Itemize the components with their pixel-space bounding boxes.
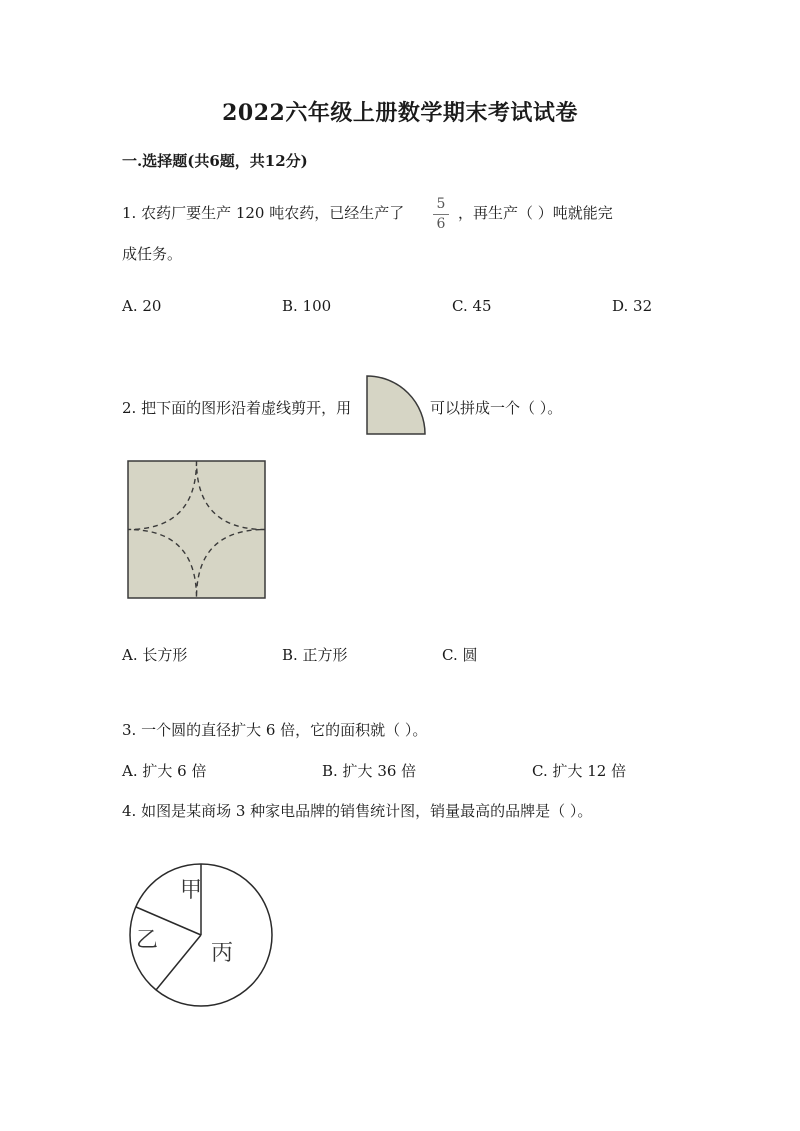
question-3-option-c: C. 扩大 12 倍 (532, 762, 627, 780)
question-1-option-b: B. 100 (282, 297, 332, 315)
question-4-text: 4. 如图是某商场 3 种家电品牌的销售统计图，销量最高的品牌是（ ）。 (122, 802, 593, 820)
quarter-circle-figure (364, 373, 428, 437)
question-2-option-c: C. 圆 (442, 646, 478, 664)
pie-label-jia: 甲 (180, 878, 203, 903)
pie-label-yi: 乙 (136, 928, 159, 953)
question-3-option-b: B. 扩大 36 倍 (322, 762, 417, 780)
question-2-option-a: A. 长方形 (122, 646, 188, 664)
question-3-option-a: A. 扩大 6 倍 (122, 762, 207, 780)
question-1-option-a: A. 20 (122, 297, 162, 315)
question-2-text-before: 2. 把下面的图形沿着虚线剪开，用 (122, 399, 352, 417)
question-1-option-d: D. 32 (612, 297, 653, 315)
square-cut-figure (126, 459, 268, 601)
question-3-text: 3. 一个圆的直径扩大 6 倍，它的面积就（ ）。 (122, 721, 428, 739)
question-1-text-line2: 成任务。 (122, 245, 183, 263)
question-2-option-b: B. 正方形 (282, 646, 348, 664)
question-1-text-before: 1. 农药厂要生产 120 吨农药，已经生产了 (122, 204, 405, 222)
pie-chart-figure (126, 860, 276, 1010)
fraction-numerator: 5 (436, 196, 446, 212)
question-1-text-after: ，再生产（ ）吨就能完 (458, 204, 613, 222)
page-title: 2022六年级上册数学期末考试试卷 (222, 100, 578, 126)
question-2-text-after: 可以拼成一个（ ）。 (430, 399, 563, 417)
fraction-bar (433, 214, 449, 215)
question-1-fraction (433, 196, 449, 233)
pie-label-bing: 丙 (211, 941, 234, 966)
section-header: 一.选择题(共6题，共12分) (122, 152, 308, 170)
fraction-denominator: 6 (436, 216, 446, 232)
question-1-option-c: C. 45 (452, 297, 492, 315)
